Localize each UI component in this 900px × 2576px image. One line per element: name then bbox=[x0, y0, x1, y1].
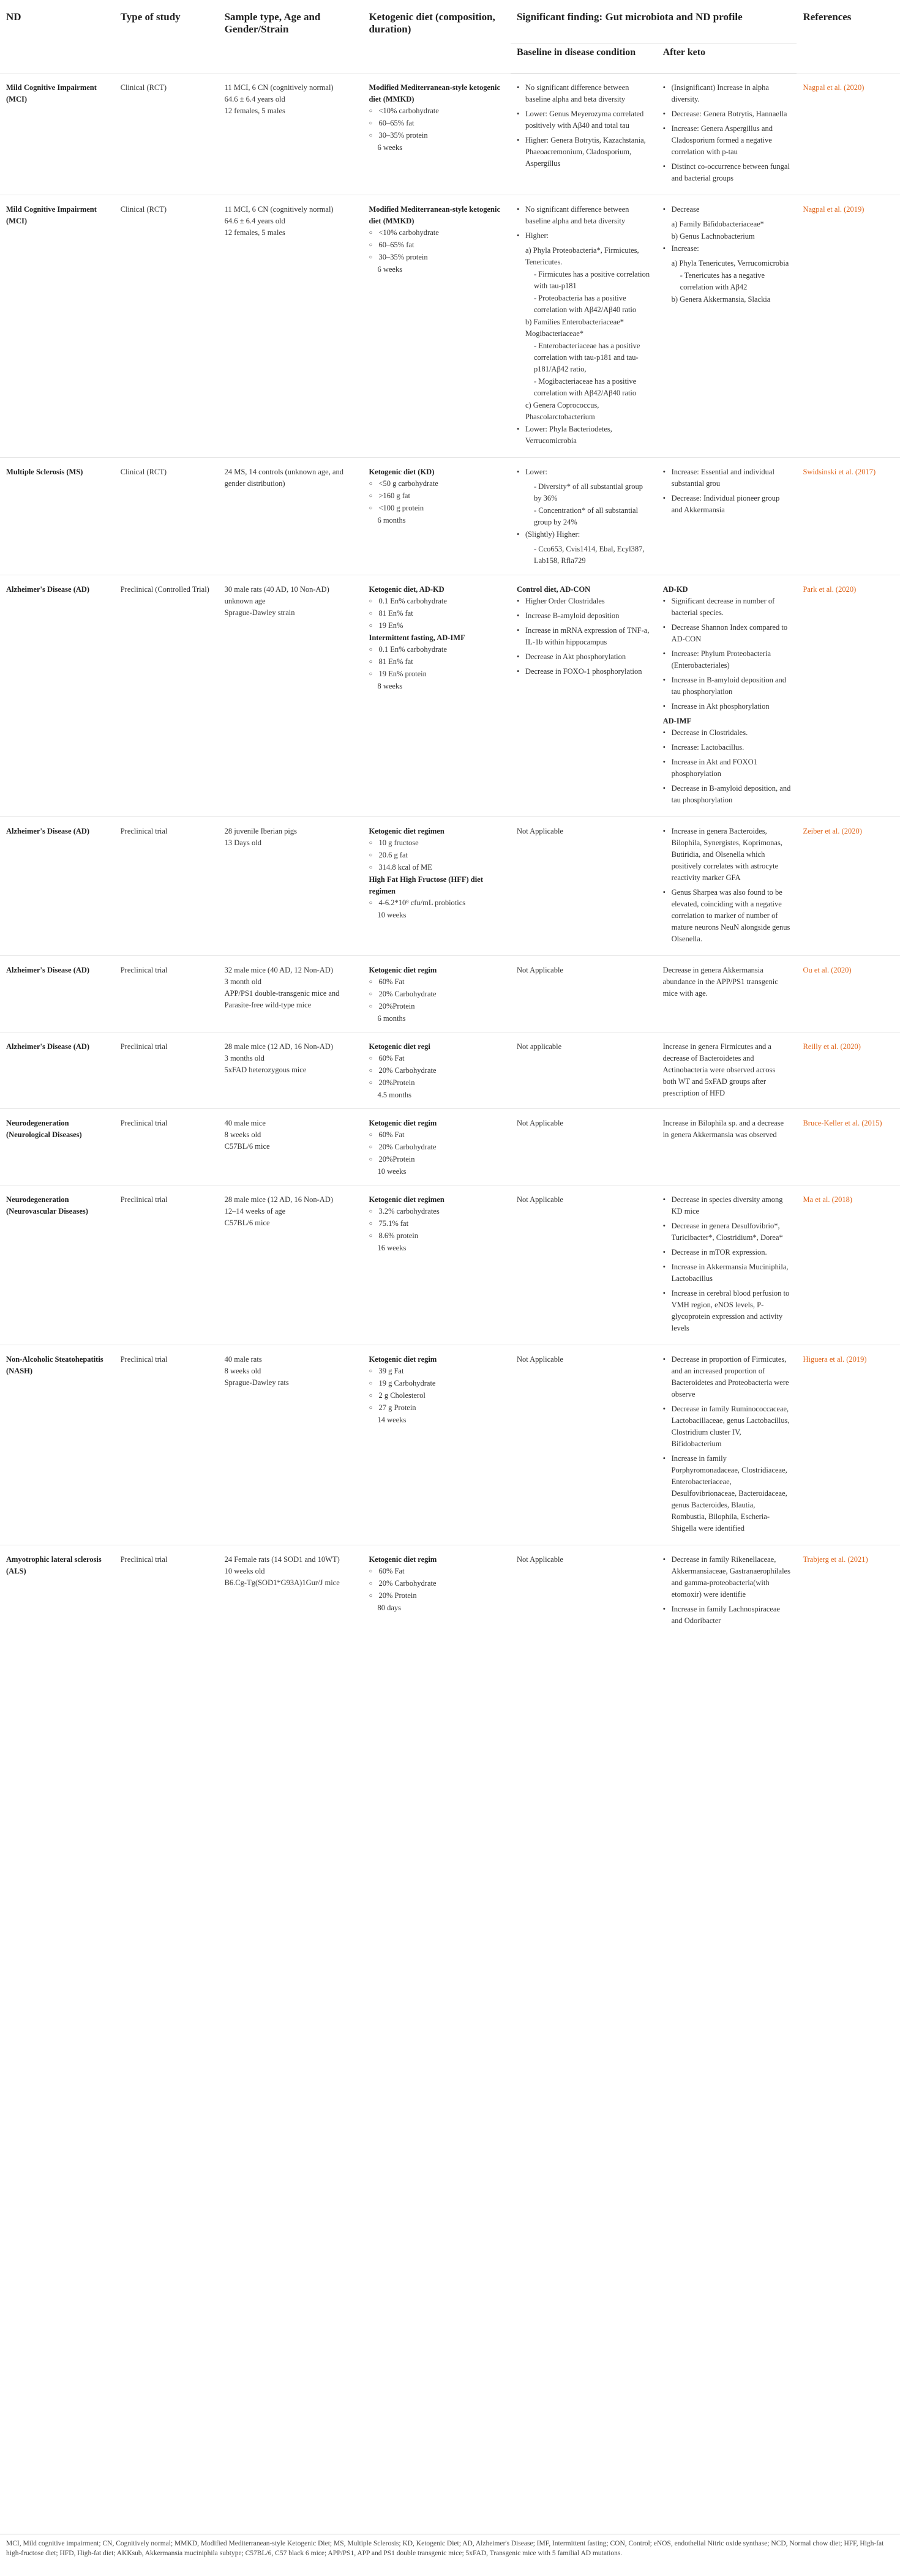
nd-cell: Mild Cognitive Impairment (MCI) bbox=[6, 83, 97, 103]
baseline-na: Not applicable bbox=[516, 1042, 562, 1051]
list-item: • No significant difference between baseline alpha and beta diversity bbox=[517, 204, 651, 227]
header-type: Type of study bbox=[114, 0, 219, 73]
diet-cell bbox=[362, 195, 510, 458]
list-item: ○ 0.1 En% carbohydrate bbox=[369, 644, 504, 655]
cell-list bbox=[663, 595, 791, 712]
table-row bbox=[0, 1185, 900, 1345]
nd-cell: Neurodegeneration (Neurological Diseases) bbox=[0, 1109, 114, 1185]
list-item: • Lower: bbox=[517, 466, 651, 478]
reference-link[interactable]: Ma et al. (2018) bbox=[797, 1185, 900, 1345]
list-item: ○ 60–65% fat bbox=[369, 239, 504, 251]
cell-list bbox=[369, 1206, 504, 1242]
list-item: • Significant decrease in number of bacterial species. bbox=[663, 595, 791, 619]
sample-cell bbox=[219, 458, 363, 575]
diet-duration: 14 weeks bbox=[377, 1416, 407, 1424]
baseline-cell bbox=[511, 575, 657, 817]
baseline-cell bbox=[511, 1109, 657, 1185]
cell-list bbox=[369, 227, 504, 263]
cell-list bbox=[369, 976, 504, 1012]
baseline-cell bbox=[511, 1185, 657, 1345]
baseline-na: Not Applicable bbox=[516, 1355, 563, 1364]
list-item: ○ 3.2% carbohydrates bbox=[369, 1206, 504, 1217]
list-item: • Increase: Essential and individual substantial grou bbox=[663, 466, 791, 490]
list-item: • Decrease in species diversity among KD mice bbox=[663, 1194, 791, 1217]
sample-line: APP/PS1 double-transgenic mice and Parasite-free wild-type mice bbox=[224, 989, 340, 1009]
list-item: • Decrease: Individual pioneer group and Akkermansia bbox=[663, 493, 791, 516]
cell-list bbox=[663, 1118, 791, 1141]
list-item: ○ 20.6 g fat bbox=[369, 849, 504, 861]
cell-list bbox=[663, 826, 791, 945]
diet-title-2: Intermittent fasting, AD-IMF bbox=[369, 633, 465, 642]
sample-cell bbox=[219, 1545, 363, 1638]
header-nd: ND bbox=[0, 0, 114, 73]
study-type-cell: Clinical (RCT) bbox=[114, 458, 219, 575]
sample-line: 28 male mice (12 AD, 16 Non-AD) bbox=[224, 1042, 333, 1051]
sample-line: 30 male rats (40 AD, 10 Non-AD) bbox=[224, 585, 329, 594]
list-item: - Concentration* of all substantial group by 24% bbox=[533, 506, 639, 526]
study-type-cell: Preclinical trial bbox=[114, 1185, 219, 1345]
list-item: ○ 4-6.2*10⁸ cfu/mL probiotics bbox=[369, 897, 504, 909]
list-item: • Increase in family Porphyromonadaceae, Clostridiaceae, Enterobacteriaceae, Desulfovibrionaceae, Bacteroidaceae, genus Bacteroides, Blautia, Rombustia, Bilophila, Escheria-Shigella were identified bbox=[663, 1453, 791, 1534]
list-item: • Distinct co-occurrence between fungal and bacterial groups bbox=[663, 161, 791, 184]
sample-line: 13 Days old bbox=[224, 838, 262, 847]
list-item: • Genus Sharpea was also found to be elevated, coinciding with a negative correlation to marker of number of mature neurons NeuN alongside genus Olsenella. bbox=[663, 887, 791, 945]
sample-line: C57BL/6 mice bbox=[224, 1219, 270, 1227]
list-item: • Decrease in genera Desulfovibrio*, Turicibacter*, Clostridium*, Dorea* bbox=[663, 1220, 791, 1244]
diet-duration: 10 weeks bbox=[377, 911, 407, 919]
sample-cell bbox=[219, 575, 363, 817]
sample-cell bbox=[219, 1032, 363, 1109]
after-keto-cell bbox=[657, 575, 797, 817]
baseline-cell bbox=[511, 1345, 657, 1545]
cell-list bbox=[369, 837, 504, 873]
diet-title: Modified Mediterranean-style ketogenic diet (MMKD) bbox=[369, 83, 500, 103]
table-row bbox=[0, 1032, 900, 1109]
diet-cell bbox=[362, 73, 510, 195]
diet-cell bbox=[362, 575, 510, 817]
after-keto-cell bbox=[657, 1185, 797, 1345]
list-item: ○ 60–65% fat bbox=[369, 118, 504, 129]
diet-cell bbox=[362, 1109, 510, 1185]
list-item: ○ 60% Fat bbox=[369, 1566, 504, 1577]
list-item: • Increase: Phylum Proteobacteria (Enterobacteriales) bbox=[663, 648, 791, 671]
list-item: b) Genus Lachnobacterium bbox=[671, 232, 755, 241]
sample-cell bbox=[219, 956, 363, 1032]
after-keto-cell bbox=[657, 458, 797, 575]
sample-line: unknown age bbox=[224, 597, 266, 605]
list-item: ○ 20% Carbohydrate bbox=[369, 1065, 504, 1077]
list-item: ○ 20% Protein bbox=[369, 1590, 504, 1602]
list-item: - Enterobacteriaceae has a positive correlation with tau-p181 and tau-p181/Aβ42 ratio, bbox=[533, 342, 640, 373]
list-item: ○ 2 g Cholesterol bbox=[369, 1390, 504, 1402]
list-item: • Decrease in Akt phosphorylation bbox=[517, 651, 651, 663]
list-item: • Decrease in family Ruminococcaceae, Lactobacillaceae, genus Lactobacillus, Clostridium cluster IV, Bifidobacterium bbox=[663, 1403, 791, 1450]
list-item: ○ 0.1 En% carbohydrate bbox=[369, 595, 504, 607]
cell-list bbox=[517, 595, 651, 678]
diet-title: Ketogenic diet (KD) bbox=[369, 468, 435, 476]
cell-list bbox=[369, 1365, 504, 1414]
sample-line: B6.Cg-Tg(SOD1*G93A)1Gur/J mice bbox=[224, 1578, 340, 1587]
list-item: • Lower: Phyla Bacteriodetes, Verrucomicrobia bbox=[517, 424, 651, 447]
baseline-cell bbox=[511, 956, 657, 1032]
diet-title: Ketogenic diet regim bbox=[369, 1119, 437, 1127]
list-item: • Increase in Akkermansia Muciniphila, Lactobacillus bbox=[663, 1261, 791, 1285]
sample-cell bbox=[219, 1185, 363, 1345]
sample-line: Sprague-Dawley strain bbox=[224, 608, 295, 617]
sample-line: 40 male rats bbox=[224, 1355, 262, 1364]
table-row bbox=[0, 575, 900, 817]
list-item: Decrease in genera Akkermansia abundance in the APP/PS1 transgenic mice with age. bbox=[662, 966, 778, 998]
cell-list bbox=[663, 1554, 791, 1627]
header-finding: Significant finding: Gut microbiota and ND profile bbox=[511, 0, 797, 43]
diet-title: Modified Mediterranean-style ketogenic diet (MMKD) bbox=[369, 205, 500, 225]
list-item: - Diversity* of all substantial group by 36% bbox=[533, 482, 643, 502]
cell-list bbox=[517, 82, 651, 170]
list-item: ○ 30–35% protein bbox=[369, 252, 504, 263]
list-item: • Higher: bbox=[517, 230, 651, 242]
list-item: ○ <10% carbohydrate bbox=[369, 227, 504, 239]
table-row bbox=[0, 458, 900, 575]
sample-line: 64.6 ± 6.4 years old bbox=[224, 217, 285, 225]
after-keto-cell bbox=[657, 1109, 797, 1185]
sample-line: 3 months old bbox=[224, 1054, 264, 1062]
list-item: • (Slightly) Higher: bbox=[517, 529, 651, 540]
diet-duration: 8 weeks bbox=[377, 682, 403, 690]
list-item: • Decrease bbox=[663, 204, 791, 215]
cell-list bbox=[517, 204, 651, 447]
list-item: ○ 60% Fat bbox=[369, 1053, 504, 1064]
baseline-na: Not Applicable bbox=[516, 966, 563, 974]
list-item: • (Insignificant) Increase in alpha diversity. bbox=[663, 82, 791, 105]
reference-link[interactable]: Bruce-Keller et al. (2015) bbox=[797, 1109, 900, 1185]
sample-cell bbox=[219, 195, 363, 458]
diet-title: Ketogenic diet regimen bbox=[369, 1195, 444, 1204]
nd-cell: Non-Alcoholic Steatohepatitis (NASH) bbox=[0, 1345, 114, 1545]
list-item: • Increase in Akt and FOXO1 phosphorylation bbox=[663, 756, 791, 780]
list-item: ○ 10 g fructose bbox=[369, 837, 504, 849]
list-item: • Increase B-amyloid deposition bbox=[517, 610, 651, 622]
diet-title: Ketogenic diet regim bbox=[369, 1355, 437, 1364]
list-item: • Increase in Akt phosphorylation bbox=[663, 701, 791, 712]
sample-line: 5xFAD heterozygous mice bbox=[224, 1066, 307, 1074]
diet-duration: 6 weeks bbox=[377, 143, 403, 152]
table-row bbox=[0, 817, 900, 956]
list-item: ○ 20% Carbohydrate bbox=[369, 988, 504, 1000]
sample-cell bbox=[219, 1109, 363, 1185]
cell-list bbox=[663, 82, 791, 184]
list-item: - Tenericutes has a negative correlation with Aβ42 bbox=[680, 271, 765, 291]
nd-cell: Amyotrophic lateral sclerosis (ALS) bbox=[0, 1545, 114, 1638]
baseline-cell bbox=[511, 458, 657, 575]
list-item: ○ 81 En% fat bbox=[369, 608, 504, 619]
sample-line: 28 male mice (12 AD, 16 Non-AD) bbox=[224, 1195, 333, 1204]
list-item: • Decrease Shannon Index compared to AD-CON bbox=[663, 622, 791, 645]
sample-line: 32 male mice (40 AD, 12 Non-AD) bbox=[224, 966, 333, 974]
sample-line: 12–14 weeks of age bbox=[224, 1207, 286, 1215]
sample-cell bbox=[219, 73, 363, 195]
after-keto-cell bbox=[657, 1345, 797, 1545]
diet-cell bbox=[362, 1185, 510, 1345]
list-item: a) Phyla Tenericutes, Verrucomicrobia bbox=[671, 259, 789, 267]
diet-duration: 6 months bbox=[377, 1014, 406, 1023]
list-item: ○ >160 g fat bbox=[369, 490, 504, 502]
sample-line: 12 females, 5 males bbox=[224, 106, 285, 115]
diet-title-2: High Fat High Fructose (HFF) diet regimen bbox=[369, 875, 483, 895]
after-keto-cell bbox=[657, 956, 797, 1032]
list-item: Increase in genera Firmicutes and a decrease of Bacteroidetes and Actinobacteria were observed across both WT and 5xFAD groups after prescription of HFD bbox=[662, 1042, 776, 1097]
study-type-cell: Clinical (RCT) bbox=[114, 195, 219, 458]
baseline-cell bbox=[511, 1032, 657, 1109]
list-item: • Decrease in Clostridales. bbox=[663, 727, 791, 739]
reference-link[interactable]: Park et al. (2020) bbox=[797, 575, 900, 817]
baseline-cell bbox=[511, 195, 657, 458]
diet-duration: 6 weeks bbox=[377, 265, 403, 274]
list-item: • Decrease in mTOR expression. bbox=[663, 1247, 791, 1258]
list-item: ○ 20% Carbohydrate bbox=[369, 1141, 504, 1153]
diet-cell bbox=[362, 1545, 510, 1638]
list-item: • Higher Order Clostridales bbox=[517, 595, 651, 607]
list-item: • Decrease in family Rikenellaceae, Akkermansiaceae, Gastranaerophilales and gamma-proteobacteria(with etomoxir) were identifie bbox=[663, 1554, 791, 1600]
list-item: ○ <100 g protein bbox=[369, 502, 504, 514]
list-item: ○ 20%Protein bbox=[369, 1154, 504, 1165]
list-item: • Higher: Genera Botrytis, Kazachstania, Phaeoacremonium, Cladosporium, Aspergillus bbox=[517, 135, 651, 170]
list-item: ○ <10% carbohydrate bbox=[369, 105, 504, 117]
sample-line: 8 weeks old bbox=[224, 1367, 261, 1375]
cell-list bbox=[663, 1194, 791, 1334]
diet-cell bbox=[362, 1345, 510, 1545]
sample-line: 64.6 ± 6.4 years old bbox=[224, 95, 285, 103]
cell-list bbox=[369, 1566, 504, 1602]
header-refs: References bbox=[797, 0, 900, 73]
table-row bbox=[0, 73, 900, 195]
diet-duration: 80 days bbox=[377, 1603, 401, 1612]
list-item: • Lower: Genus Meyerozyma correlated positively with Aβ40 and total tau bbox=[517, 108, 651, 132]
list-item: • Increase in B-amyloid deposition and tau phosphorylation bbox=[663, 674, 791, 698]
after-title-2: AD-IMF bbox=[662, 717, 692, 725]
list-item: ○ 19 g Carbohydrate bbox=[369, 1378, 504, 1389]
study-type-cell: Clinical (RCT) bbox=[120, 83, 167, 92]
diet-title: Ketogenic diet regim bbox=[369, 1555, 437, 1564]
list-item: ○ 75.1% fat bbox=[369, 1218, 504, 1230]
after-keto-cell bbox=[657, 195, 797, 458]
study-type-cell: Preclinical trial bbox=[114, 817, 219, 956]
list-item: - Mogibacteriaceae has a positive correlation with Aβ42/Aβ40 ratio bbox=[533, 377, 637, 397]
diet-title: Ketogenic diet regim bbox=[369, 966, 437, 974]
list-item: • Increase: Lactobacillus. bbox=[663, 742, 791, 753]
list-item: ○ 19 En% bbox=[369, 620, 504, 632]
diet-title: Ketogenic diet regi bbox=[369, 1042, 430, 1051]
cell-list bbox=[663, 965, 791, 999]
list-item: • No significant difference between baseline alpha and beta diversity bbox=[517, 82, 651, 105]
diet-cell bbox=[362, 956, 510, 1032]
list-item: b) Families Enterobacteriaceae* Mogibacteriaceae* bbox=[525, 318, 624, 338]
nd-cell: Alzheimer's Disease (AD) bbox=[0, 575, 114, 817]
list-item: ○ 20% Carbohydrate bbox=[369, 1578, 504, 1589]
list-item: • Increase: Genera Aspergillus and Cladosporium formed a negative correlation with p-tau bbox=[663, 123, 791, 158]
list-item: c) Genera Coprococcus, Phascolarctobacterium bbox=[525, 401, 599, 421]
cell-list bbox=[663, 1354, 791, 1534]
cell-list bbox=[663, 204, 791, 305]
list-item: ○ 81 En% fat bbox=[369, 656, 504, 668]
table-row bbox=[0, 956, 900, 1032]
list-item: - Firmicutes has a positive correlation with tau-p181 bbox=[533, 270, 650, 290]
cell-list bbox=[369, 478, 504, 514]
nd-cell: Mild Cognitive Impairment (MCI) bbox=[0, 195, 114, 458]
list-item: ○ 20%Protein bbox=[369, 1077, 504, 1089]
diet-duration: 10 weeks bbox=[377, 1167, 407, 1176]
diet-cell bbox=[362, 1032, 510, 1109]
list-item: ○ 60% Fat bbox=[369, 1129, 504, 1141]
cell-list bbox=[663, 466, 791, 516]
sample-line: 24 MS, 14 controls (unknown age, and gender distribution) bbox=[224, 468, 344, 488]
sample-cell bbox=[219, 817, 363, 956]
reference-link[interactable]: Zeiber et al. (2020) bbox=[797, 817, 900, 956]
study-type-cell: Preclinical trial bbox=[114, 1545, 219, 1638]
sample-line: 11 MCI, 6 CN (cognitively normal) bbox=[224, 83, 334, 92]
sample-line: 40 male mice bbox=[224, 1119, 266, 1127]
nd-cell: Multiple Sclerosis (MS) bbox=[0, 458, 114, 575]
after-keto-cell bbox=[657, 817, 797, 956]
reference-link[interactable]: Reilly et al. (2020) bbox=[797, 1032, 900, 1109]
cell-list bbox=[663, 727, 791, 806]
baseline-na: Not Applicable bbox=[516, 1119, 563, 1127]
list-item: ○ 60% Fat bbox=[369, 976, 504, 988]
list-item: ○ 30–35% protein bbox=[369, 130, 504, 141]
baseline-cell bbox=[511, 817, 657, 956]
table-row bbox=[0, 195, 900, 458]
nd-cell: Neurodegeneration (Neurovascular Diseases) bbox=[0, 1185, 114, 1345]
list-item: ○ 314.8 kcal of ME bbox=[369, 862, 504, 873]
list-item: • Decrease in B-amyloid deposition, and tau phosphorylation bbox=[663, 783, 791, 806]
study-type-cell: Preclinical (Controlled Trial) bbox=[114, 575, 219, 817]
baseline-title: Control diet, AD-CON bbox=[516, 585, 591, 594]
study-type-cell: Preclinical trial bbox=[114, 1345, 219, 1545]
list-item: • Decrease in proportion of Firmicutes, and an increased proportion of Bacteroidetes and Proteobacteria were observe bbox=[663, 1354, 791, 1400]
diet-cell bbox=[362, 458, 510, 575]
list-item: Increase in Bilophila sp. and a decrease in genera Akkermansia was observed bbox=[662, 1119, 784, 1139]
diet-duration: 4.5 months bbox=[377, 1091, 412, 1099]
sample-line: 10 weeks old bbox=[224, 1567, 265, 1575]
baseline-na: Not Applicable bbox=[516, 1555, 563, 1564]
after-title: AD-KD bbox=[662, 585, 688, 594]
list-item: b) Genera Akkermansia, Slackia bbox=[671, 295, 771, 304]
table-footnote: MCI, Mild cognitive impairment; CN, Cognitively normal; MMKD, Modified Mediterranean-style Ketogenic Diet; MS, Multiple Sclerosis; KD, Ketogenic Diet; AD, Alzheimer's Disease; IMF, Intermittent fasting; CON, Control; eNOS, endothelial Nitric oxide synthase; NCD, Normal chow diet; HFF, High-fat high-fructose diet; HFD, High-fat diet; AKKsub, Akkermansia muciniphila subtype; C57BL/6, C57 black 6 mice; APP/PS1, APP and PS1 double transgenic mice; 5xFAD, Transgenic mice with 5 familial AD mutations. bbox=[6, 2540, 884, 2557]
cell-list bbox=[369, 1053, 504, 1089]
sample-cell bbox=[219, 1345, 363, 1545]
nd-cell: Alzheimer's Disease (AD) bbox=[0, 956, 114, 1032]
cell-list bbox=[369, 105, 504, 141]
sample-line: 8 weeks old bbox=[224, 1130, 261, 1139]
list-item: ○ 27 g Protein bbox=[369, 1402, 504, 1414]
study-type-cell: Preclinical trial bbox=[114, 1032, 219, 1109]
header-baseline: Baseline in disease condition bbox=[511, 43, 657, 73]
table-body bbox=[0, 73, 900, 1638]
list-item: • Decrease in FOXO-1 phosphorylation bbox=[517, 666, 651, 678]
list-item: • Decrease: Genera Botrytis, Hannaella bbox=[663, 108, 791, 120]
baseline-cell bbox=[511, 73, 657, 195]
nd-cell: Alzheimer's Disease (AD) bbox=[0, 1032, 114, 1109]
list-item: - Proteobacteria has a positive correlation with Aβ42/Aβ40 ratio bbox=[533, 294, 637, 314]
study-type-cell: Preclinical trial bbox=[114, 956, 219, 1032]
list-item: ○ <50 g carbohydrate bbox=[369, 478, 504, 490]
cell-list bbox=[517, 466, 651, 567]
baseline-cell bbox=[511, 1545, 657, 1638]
table-row bbox=[0, 1345, 900, 1545]
cell-list bbox=[663, 1041, 791, 1099]
cell-list bbox=[369, 644, 504, 680]
list-item: ○ 8.6% protein bbox=[369, 1230, 504, 1242]
after-keto-cell bbox=[657, 1545, 797, 1638]
cell-list bbox=[369, 1129, 504, 1165]
table-row bbox=[0, 1545, 900, 1638]
list-item: • Increase in mRNA expression of TNF-a, IL-1b within hippocampus bbox=[517, 625, 651, 648]
cell-list bbox=[369, 595, 504, 632]
header-after: After keto bbox=[657, 43, 797, 73]
sample-line: 11 MCI, 6 CN (cognitively normal) bbox=[224, 205, 334, 214]
after-keto-cell bbox=[657, 1032, 797, 1109]
list-item: ○ 39 g Fat bbox=[369, 1365, 504, 1377]
diet-duration: 16 weeks bbox=[377, 1244, 407, 1252]
list-item: ○ 20%Protein bbox=[369, 1001, 504, 1012]
table-row bbox=[0, 1109, 900, 1185]
sample-line: 24 Female rats (14 SOD1 and 10WT) bbox=[224, 1555, 340, 1564]
cell-list bbox=[369, 897, 504, 909]
baseline-na: Not Applicable bbox=[516, 827, 563, 835]
nd-cell: Alzheimer's Disease (AD) bbox=[0, 817, 114, 956]
list-item: • Increase in cerebral blood perfusion to VMH region, eNOS levels, P-glycoprotein expression and activity levels bbox=[663, 1288, 791, 1334]
diet-title: Ketogenic diet regimen bbox=[369, 827, 444, 835]
reference-link[interactable]: Ou et al. (2020) bbox=[797, 956, 900, 1032]
list-item: - Cco653, Cvis1414, Ebal, Ecyl387, Lab158, Rfla729 bbox=[533, 545, 645, 565]
list-item: ○ 19 En% protein bbox=[369, 668, 504, 680]
sample-line: C57BL/6 mice bbox=[224, 1142, 270, 1151]
baseline-na: Not Applicable bbox=[516, 1195, 563, 1204]
sample-line: 28 juvenile Iberian pigs bbox=[224, 827, 297, 835]
list-item: • Increase in family Lachnospiraceae and Odoribacter bbox=[663, 1603, 791, 1627]
diet-title: Ketogenic diet, AD-KD bbox=[369, 585, 444, 594]
sample-line: 3 month old bbox=[224, 977, 262, 986]
diet-cell bbox=[362, 817, 510, 956]
sample-line: Sprague-Dawley rats bbox=[224, 1378, 289, 1387]
list-item: a) Phyla Proteobacteria*, Firmicutes, Tenericutes. bbox=[525, 246, 639, 266]
list-item: • Increase in genera Bacteroides, Bilophila, Synergistes, Koprimonas, Butiridia, and Olsenella which positively correlates with astrocyte reactivity marker GFA bbox=[663, 826, 791, 884]
list-item: a) Family Bifidobacteriaceae* bbox=[671, 220, 764, 228]
sample-line: 12 females, 5 males bbox=[224, 228, 285, 237]
study-type-cell: Preclinical trial bbox=[114, 1109, 219, 1185]
reference-link[interactable]: Higuera et al. (2019) bbox=[797, 1345, 900, 1545]
header-diet: Ketogenic diet (composition, duration) bbox=[362, 0, 510, 73]
reference-link[interactable]: Trabjerg et al. (2021) bbox=[797, 1545, 900, 1638]
after-keto-cell bbox=[657, 73, 797, 195]
list-item: • Increase: bbox=[663, 243, 791, 255]
reference-link[interactable]: Swidsinski et al. (2017) bbox=[797, 458, 900, 575]
reference-link[interactable]: Nagpal et al. (2020) bbox=[803, 83, 864, 92]
header-sample: Sample type, Age and Gender/Strain bbox=[219, 0, 363, 73]
diet-duration: 6 months bbox=[377, 516, 406, 525]
reference-link[interactable]: Nagpal et al. (2019) bbox=[797, 195, 900, 458]
